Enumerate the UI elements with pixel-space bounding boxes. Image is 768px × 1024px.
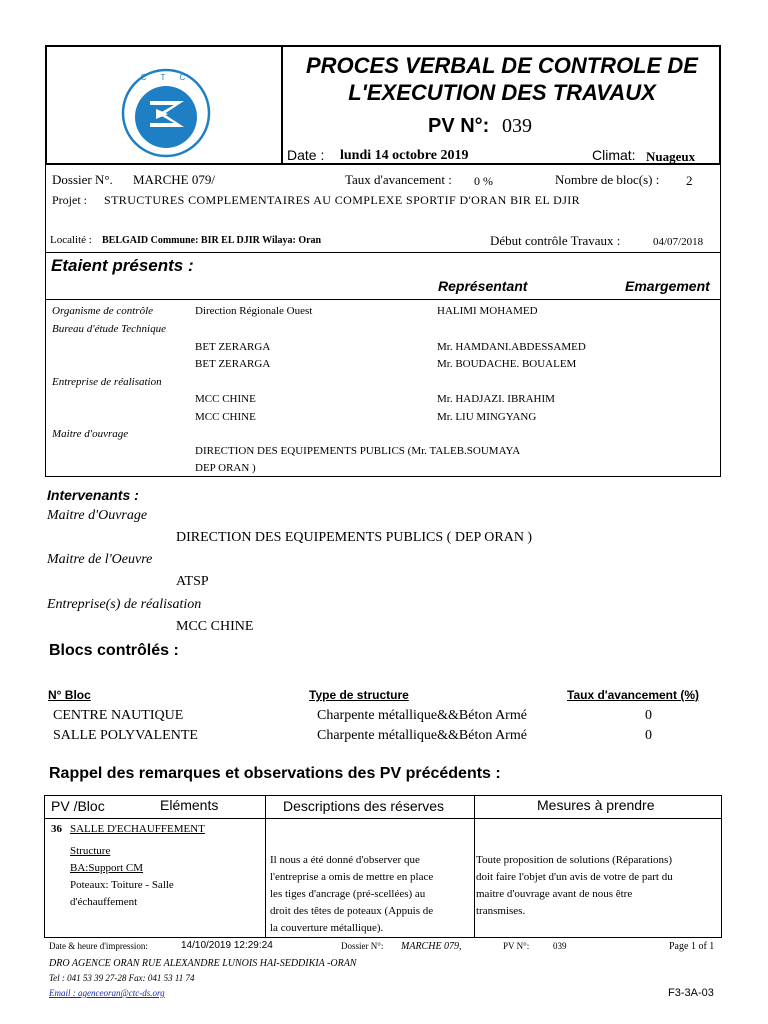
mo-line-1: DIRECTION DES EQUIPEMENTS PUBLICS (Mr. TALEB.SOUMAYA (195, 445, 521, 457)
footer-print-value: 14/10/2019 12:29:24 (181, 940, 273, 951)
taux-label: Taux d'avancement : (345, 172, 452, 187)
title-line-1: PROCES VERBAL DE CONTROLE DE (306, 53, 698, 78)
rep-controle: HALIMI MOHAMED (437, 305, 538, 317)
col-bloc: N° Bloc (48, 688, 91, 702)
entity-mcc-2: MCC CHINE (195, 411, 256, 423)
rem-desc-5: la couverture métallique). (270, 922, 384, 934)
bloc-row-2-name: SALLE POLYVALENTE (53, 728, 198, 743)
remarks-col-line-2 (474, 795, 475, 938)
remarks-header-line (44, 818, 722, 819)
rem-desc-1: Il nous a été donné d'observer que (270, 854, 420, 866)
int-mo-label: Maitre d'Ouvrage (47, 508, 148, 523)
col-type: Type de structure (309, 688, 409, 702)
int-moe-value: ATSP (176, 574, 209, 589)
col-descriptions: Descriptions des réserves (283, 798, 445, 814)
col-emargement: Emargement (625, 278, 710, 294)
org-maitre-ouvrage: Maitre d'ouvrage (52, 428, 129, 440)
pv-number: 039 (502, 115, 532, 137)
presents-box (45, 253, 721, 477)
climat-value: Nuageux (646, 149, 696, 164)
footer-page: Page 1 of 1 (669, 941, 715, 952)
footer-email-link[interactable]: Email : agenceoran@ctc-ds.org (49, 988, 165, 998)
taux-value: 0 % (474, 174, 493, 188)
rep-mcc-1: Mr. HADJAZI. IBRAHIM (437, 393, 555, 405)
climat-label: Climat: (592, 147, 636, 163)
footer-dossier-label: Dossier N°: (341, 941, 384, 951)
ctc-logo (120, 67, 212, 159)
footer-tel: Tel : 041 53 39 27-28 Fax: 041 53 11 74 (49, 973, 195, 983)
rem-bloc-name: SALLE D'ECHAUFFEMENT (70, 823, 205, 835)
org-controle: Organisme de contrôle (52, 305, 154, 317)
bloc-row-2-taux: 0 (645, 728, 652, 743)
dossier-value: MARCHE 079/ (133, 172, 215, 187)
pv-label: PV N°: (428, 115, 490, 137)
col-pv-bloc: PV /Bloc (51, 798, 105, 814)
col-elements: Eléments (160, 797, 219, 813)
footer-pv-label: PV N°: (503, 941, 530, 951)
entity-bet-1: BET ZERARGA (195, 341, 271, 353)
remarks-col-line-1 (265, 795, 266, 938)
blocs-heading: Blocs contrôlés : (49, 642, 179, 659)
org-bet: Bureau d'étude Technique (52, 323, 166, 335)
rem-mes-1: Toute proposition de solutions (Réparations) (476, 854, 672, 866)
int-ent-label: Entreprise(s) de réalisation (47, 597, 202, 612)
localite-label: Localité : (50, 234, 92, 246)
dossier-label: Dossier N°. (52, 172, 113, 187)
bloc-row-1-name: CENTRE NAUTIQUE (53, 708, 184, 723)
org-entreprise: Entreprise de réalisation (52, 376, 162, 388)
footer-address: DRO AGENCE ORAN RUE ALEXANDRE LUNOIS HAI-SEDDIKIA -ORAN (49, 958, 357, 969)
bloc-row-2-type: Charpente métallique&&Béton Armé (317, 728, 527, 743)
projet-label: Projet : (52, 193, 87, 207)
entity-bet-2: BET ZERARGA (195, 358, 271, 370)
rep-bet-2: Mr. BOUDACHE. BOUALEM (437, 358, 577, 370)
intervenants-heading: Intervenants : (47, 487, 139, 503)
int-moe-label: Maitre de l'Oeuvre (47, 552, 153, 567)
rem-mes-4: transmises. (476, 905, 526, 917)
rem-pv-number: 36 (51, 823, 62, 835)
rappel-heading: Rappel des remarques et observations des PV précédents : (49, 765, 501, 782)
rem-el-structure: Structure (70, 845, 111, 857)
blocs-count-value: 2 (686, 173, 693, 188)
date-label: Date : (287, 147, 325, 163)
debut-label: Début contrôle Travaux : (490, 233, 621, 248)
date-value: lundi 14 octobre 2019 (340, 148, 469, 163)
footer-print-label: Date & heure d'impression: (49, 941, 148, 951)
rem-desc-2: l'entreprise a omis de mettre en place (270, 871, 434, 883)
blocs-count-label: Nombre de bloc(s) : (555, 172, 660, 187)
col-taux: Taux d'avancement (%) (567, 688, 699, 702)
rem-desc-3: les tiges d'ancrage (pré-scellées) au (270, 888, 426, 900)
col-representant: Représentant (438, 278, 528, 294)
rem-mes-2: doit faire l'objet d'un avis de votre de part du (476, 871, 673, 883)
logo-text: C T C (140, 73, 192, 82)
col-mesures: Mesures à prendre (537, 797, 655, 813)
int-ent-value: MCC CHINE (176, 619, 254, 634)
footer-pv-value: 039 (553, 941, 567, 951)
rem-mes-3: maitre d'ouvrage avant de nous être (476, 888, 633, 900)
presents-heading: Etaient présents : (51, 256, 194, 275)
mo-line-2: DEP ORAN ) (195, 462, 256, 474)
page-title (283, 52, 721, 106)
entity-controle: Direction Régionale Ouest (195, 305, 313, 317)
rem-el-support: BA:Support CM (70, 862, 144, 874)
bloc-row-1-taux: 0 (645, 708, 652, 723)
bloc-row-1-type: Charpente métallique&&Béton Armé (317, 708, 527, 723)
rem-desc-4: droit des têtes de poteaux (Appuis de (270, 905, 434, 917)
title-line-2: L'EXECUTION DES TRAVAUX (348, 80, 656, 105)
debut-value: 04/07/2018 (653, 236, 704, 248)
rep-mcc-2: Mr. LIU MINGYANG (437, 411, 537, 423)
projet-value: STRUCTURES COMPLEMENTAIRES AU COMPLEXE SPORTIF D'ORAN BIR EL DJIR (104, 193, 581, 207)
footer-form-code: F3-3A-03 (668, 987, 714, 999)
rem-el-poteaux: Poteaux: Toiture - Salle (70, 879, 174, 891)
localite-value: BELGAID Commune: BIR EL DJIR Wilaya: Oran (102, 235, 322, 246)
entity-mcc-1: MCC CHINE (195, 393, 256, 405)
presents-separator (45, 299, 721, 300)
int-mo-value: DIRECTION DES EQUIPEMENTS PUBLICS ( DEP ORAN ) (176, 530, 533, 545)
footer-dossier-value: MARCHE 079, (401, 941, 462, 952)
rem-el-echauffement: d'échauffement (70, 896, 138, 908)
rep-bet-1: Mr. HAMDANI.ABDESSAMED (437, 341, 586, 353)
